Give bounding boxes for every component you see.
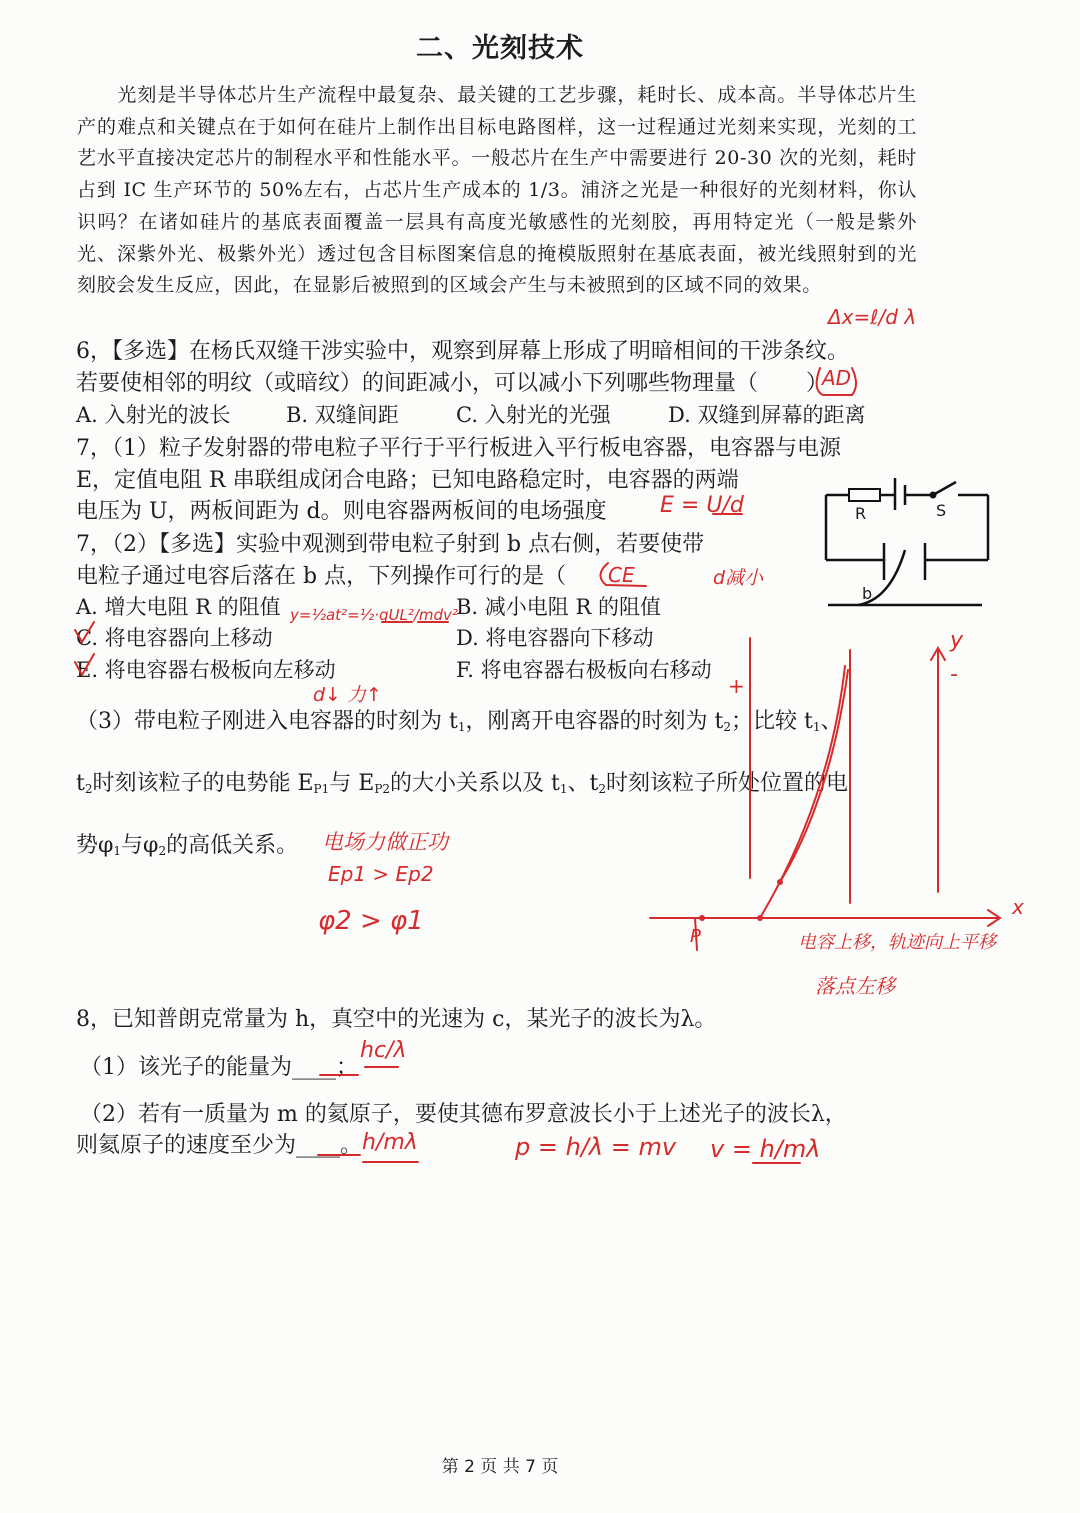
hw-move-note2: 落点左移 bbox=[815, 974, 895, 998]
hw-dx-formula: Δx=ℓ/d λ bbox=[828, 305, 917, 329]
q7-p2-line2: 电粒子通过电容后落在 b 点，下列操作可行的是（ bbox=[76, 564, 567, 589]
hw-velocity-answer: h/mλ bbox=[362, 1130, 418, 1155]
hw-velocity-formula: v = h/mλ bbox=[710, 1135, 821, 1163]
q7-option-c: C. 将电容器向上移动 bbox=[76, 626, 273, 650]
q8-part2-line1: （2）若有一质量为 m 的氦原子，要使其德布罗意波长小于上述光子的波长λ， bbox=[80, 1102, 847, 1127]
q6-option-d: D. 双缝到屏幕的距离 bbox=[668, 403, 866, 427]
q8-part1: （1）该光子的能量为____； bbox=[80, 1055, 359, 1080]
q7-option-b: B. 减小电阻 R 的阻值 bbox=[456, 595, 661, 619]
q7-option-a: A. 增大电阻 R 的阻值 bbox=[76, 595, 281, 619]
intro-paragraph bbox=[77, 80, 917, 302]
q6-line1: 6，【多选】在杨氏双缝干涉实验中，观察到屏幕上形成了明暗相间的干涉条纹。 bbox=[76, 339, 849, 364]
hw-q6-answer: AD bbox=[822, 366, 852, 390]
q7-option-f: F. 将电容器右极板向右移动 bbox=[456, 658, 712, 682]
hw-phi-compare: φ2 > φ1 bbox=[318, 906, 424, 936]
q6-option-c: C. 入射光的光强 bbox=[456, 403, 611, 427]
circuit-r-label: R bbox=[855, 504, 867, 523]
hw-d-down: d↓ 力↑ bbox=[313, 684, 382, 706]
hw-p-label: P bbox=[690, 926, 701, 947]
hw-d-small: d减小 bbox=[713, 567, 764, 589]
q8-line1: 8，已知普朗克常量为 h，真空中的光速为 c，某光子的波长为λ。 bbox=[76, 1007, 717, 1032]
q6-option-b: B. 双缝间距 bbox=[286, 403, 399, 427]
hw-y-formula: y=½at²=½·qUL²/mdv² bbox=[290, 606, 458, 624]
q7-option-d: D. 将电容器向下移动 bbox=[456, 626, 654, 650]
section-title: 二、光刻技术 bbox=[416, 33, 584, 64]
q8-part2-line2: 则氦原子的速度至少为____。 bbox=[76, 1133, 363, 1158]
q7-option-e: E. 将电容器右极板向左移动 bbox=[76, 658, 336, 682]
q7-p1-line2: E，定值电阻 R 串联组成闭合电路；已知电路稳定时，电容器的两端 bbox=[76, 468, 739, 493]
q7-p3-line2: $t_2$时刻该粒子的电势能 $E_{P1}$与 $E_{P2}$的大小关系以及 $t_1$、$t_2$时刻该粒子所处位置的电 bbox=[76, 771, 849, 796]
circuit-s-label: S bbox=[936, 501, 947, 520]
hw-q7-answer: CE bbox=[608, 563, 635, 587]
q7-p1-line1: 7，（1）粒子发射器的带电粒子平行于平行板进入平行板电容器，电容器与电源 bbox=[76, 436, 841, 461]
hw-energy: hc/λ bbox=[360, 1038, 407, 1063]
hw-move-note1: 电容上移，轨迹向上平移 bbox=[798, 932, 996, 953]
hw-ep-compare: Ep1 > Ep2 bbox=[328, 862, 434, 886]
hw-plus-sign: + bbox=[728, 674, 745, 698]
hw-minus-sign: - bbox=[950, 662, 958, 687]
hw-axis-x: x bbox=[1012, 895, 1024, 919]
hw-axis-y: y bbox=[950, 628, 964, 653]
q6-option-a: A. 入射光的波长 bbox=[76, 403, 231, 427]
hw-e-formula: E = U/d bbox=[660, 493, 744, 518]
q7-p3-line1: （3）带电粒子刚进入电容器的时刻为 $t_1$，刚离开电容器的时刻为 $t_2$；比较 $t_1$、 bbox=[76, 709, 843, 734]
q6-line2: 若要使相邻的明纹（或暗纹）的间距减小，可以减小下列哪些物理量（ ） bbox=[76, 371, 829, 396]
circuit-b-label: b bbox=[862, 584, 873, 603]
q7-p2-line1: 7，（2）【多选】实验中观测到带电粒子射到 b 点右侧，若要使带 bbox=[76, 532, 705, 557]
q7-p3-line3: 势$\varphi_1$与$\varphi_2$的高低关系。 bbox=[76, 833, 299, 858]
hw-field-work: 电场力做正功 bbox=[322, 830, 448, 854]
page-footer: 第 2 页 共 7 页 bbox=[441, 1457, 559, 1477]
hw-momentum-formula: p = h/λ = mv bbox=[515, 1133, 677, 1161]
q7-p1-line3: 电压为 U，两板间距为 d。则电容器两板间的电场强度 bbox=[76, 499, 607, 524]
intro-text: 光刻是半导体芯片生产流程中最复杂、最关键的工艺步骤，耗时长、成本高。半导体芯片生产的难点和关键点在于如何在硅片上制作出目标电路图样，这一过程通过光刻来实现，光刻的工艺水平直接决定芯片的制程水平和性能水平。一般芯片在生产中需要进行 20-30 次的光刻，耗时占到 IC 生产环节的 50%左右，占芯片生产成本的 1/3。浦济之光是一种很好的光刻材料，你认识吗？在诸如硅片的基底表面覆盖一层具有高度光敏感性的光刻胶，再用特定光（一般是紫外光、深紫外光、极紫外光）透过包含目标图案信息的掩模版照射在基底表面，被光线照射到的光刻胶会发生反应，因此，在显影后被照到的区域会产生与未被照到的区域不同的效果。 bbox=[77, 84, 917, 297]
